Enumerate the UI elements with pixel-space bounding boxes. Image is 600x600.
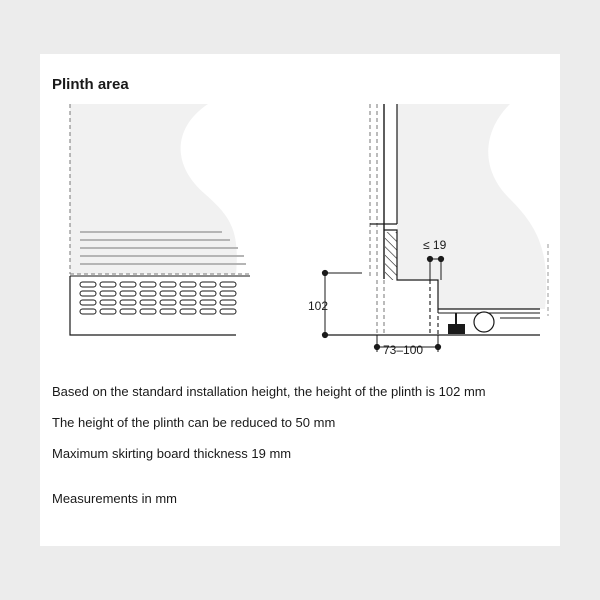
vent-slot	[100, 282, 116, 287]
note-skirting-thickness: Maximum skirting board thickness 19 mm	[52, 446, 292, 461]
vent-slot	[180, 282, 196, 287]
vent-slot	[180, 291, 196, 296]
vent-slot	[120, 309, 136, 314]
adjustable-foot	[448, 324, 465, 334]
page-title: Plinth area	[52, 76, 129, 93]
plinth-panel-hatched	[385, 232, 397, 280]
plinth-diagram	[40, 54, 560, 384]
front-view	[70, 104, 250, 335]
vent-slot	[220, 291, 236, 296]
vent-slot	[220, 282, 236, 287]
vent-slot	[200, 300, 216, 305]
vent-slot	[100, 309, 116, 314]
vent-slot	[220, 300, 236, 305]
vent-slot	[80, 282, 96, 287]
vent-slot	[100, 300, 116, 305]
note-standard-height: Based on the standard installation height, the height of the plinth is 102 mm	[52, 384, 486, 399]
vent-slot	[140, 282, 156, 287]
ventilation-slots	[80, 282, 236, 314]
vent-slot	[200, 309, 216, 314]
side-section-view	[322, 104, 548, 352]
vent-slot	[120, 291, 136, 296]
vent-slot	[140, 300, 156, 305]
vent-slot	[160, 309, 176, 314]
note-reduced-height: The height of the plinth can be reduced to 50 mm	[52, 415, 336, 430]
dim-label-skirting-thickness: ≤ 19	[423, 238, 447, 252]
note-units: Measurements in mm	[52, 491, 177, 506]
vent-slot	[160, 282, 176, 287]
vent-slot	[160, 291, 176, 296]
vent-slot	[160, 300, 176, 305]
vent-slot	[180, 309, 196, 314]
vent-slot	[100, 291, 116, 296]
vent-slot	[180, 300, 196, 305]
vent-slot	[200, 291, 216, 296]
skirting-board	[430, 280, 438, 335]
dim-label-recess-depth: 73–100	[383, 343, 424, 357]
diagram-card	[40, 54, 560, 546]
vent-slot	[140, 291, 156, 296]
dimension-plinth-height	[322, 270, 362, 337]
vent-slot	[220, 309, 236, 314]
dim-label-plinth-height: 102	[308, 299, 329, 313]
vent-slot	[200, 282, 216, 287]
appliance-side-body	[397, 104, 546, 309]
vent-slot	[80, 309, 96, 314]
transport-wheel	[474, 312, 494, 332]
vent-slot	[140, 309, 156, 314]
vent-slot	[80, 300, 96, 305]
vent-slot	[120, 300, 136, 305]
vent-slot	[120, 282, 136, 287]
vent-slot	[80, 291, 96, 296]
